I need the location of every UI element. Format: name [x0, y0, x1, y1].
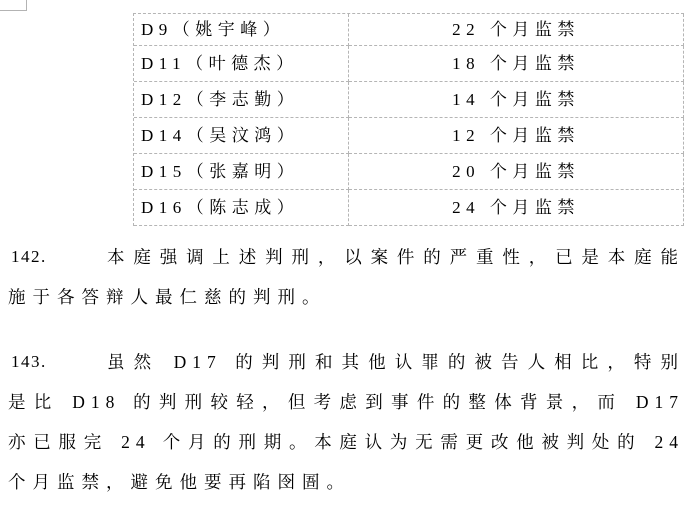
sentence-cell: 22 个月监禁 [349, 14, 684, 46]
table-row [134, 118, 684, 154]
defendant-cell: D14（吴汶鸿） [134, 118, 349, 154]
paragraph-line: 虽然 D17 的判刑和其他认罪的被告人相比，特别 [107, 352, 684, 372]
document-body [8, 237, 684, 502]
defendant-cell: D11（叶德杰） [134, 46, 349, 82]
paragraph-line: 本庭强调上述判刑，以案件的严重性，已是本庭能 [107, 247, 684, 267]
table-row [134, 14, 684, 46]
paragraph-line: 亦已服完 24 个月的刑期。本庭认为无需更改他被判处的 24 [8, 432, 684, 452]
defendant-cell: D12（李志勤） [134, 82, 349, 118]
sentence-cell: 24 个月监禁 [349, 190, 684, 226]
table-row [134, 190, 684, 226]
paragraph-line: 个月监禁，避免他要再陷囹圄。 [8, 472, 351, 492]
defendant-cell: D15（张嘉明） [134, 154, 349, 190]
paragraph-line: 是比 D18 的判刑较轻，但考虑到事件的整体背景，而 D17 [8, 392, 684, 412]
sentence-cell: 20 个月监禁 [349, 154, 684, 190]
paragraph-number: 142. [11, 247, 47, 266]
paragraph-number: 143. [11, 352, 47, 371]
page-corner-line [0, 0, 27, 11]
paragraph-142 [8, 237, 684, 317]
defendant-cell: D16（陈志成） [134, 190, 349, 226]
paragraph-143 [8, 342, 684, 502]
table-row [134, 46, 684, 82]
sentence-cell: 18 个月监禁 [349, 46, 684, 82]
defendant-cell: D9（姚宇峰） [134, 14, 349, 46]
sentencing-table [133, 13, 684, 226]
sentence-cell: 14 个月监禁 [349, 82, 684, 118]
sentence-cell: 12 个月监禁 [349, 118, 684, 154]
table-row [134, 154, 684, 190]
paragraph-line: 施于各答辩人最仁慈的判刑。 [8, 287, 327, 307]
table-row [134, 82, 684, 118]
